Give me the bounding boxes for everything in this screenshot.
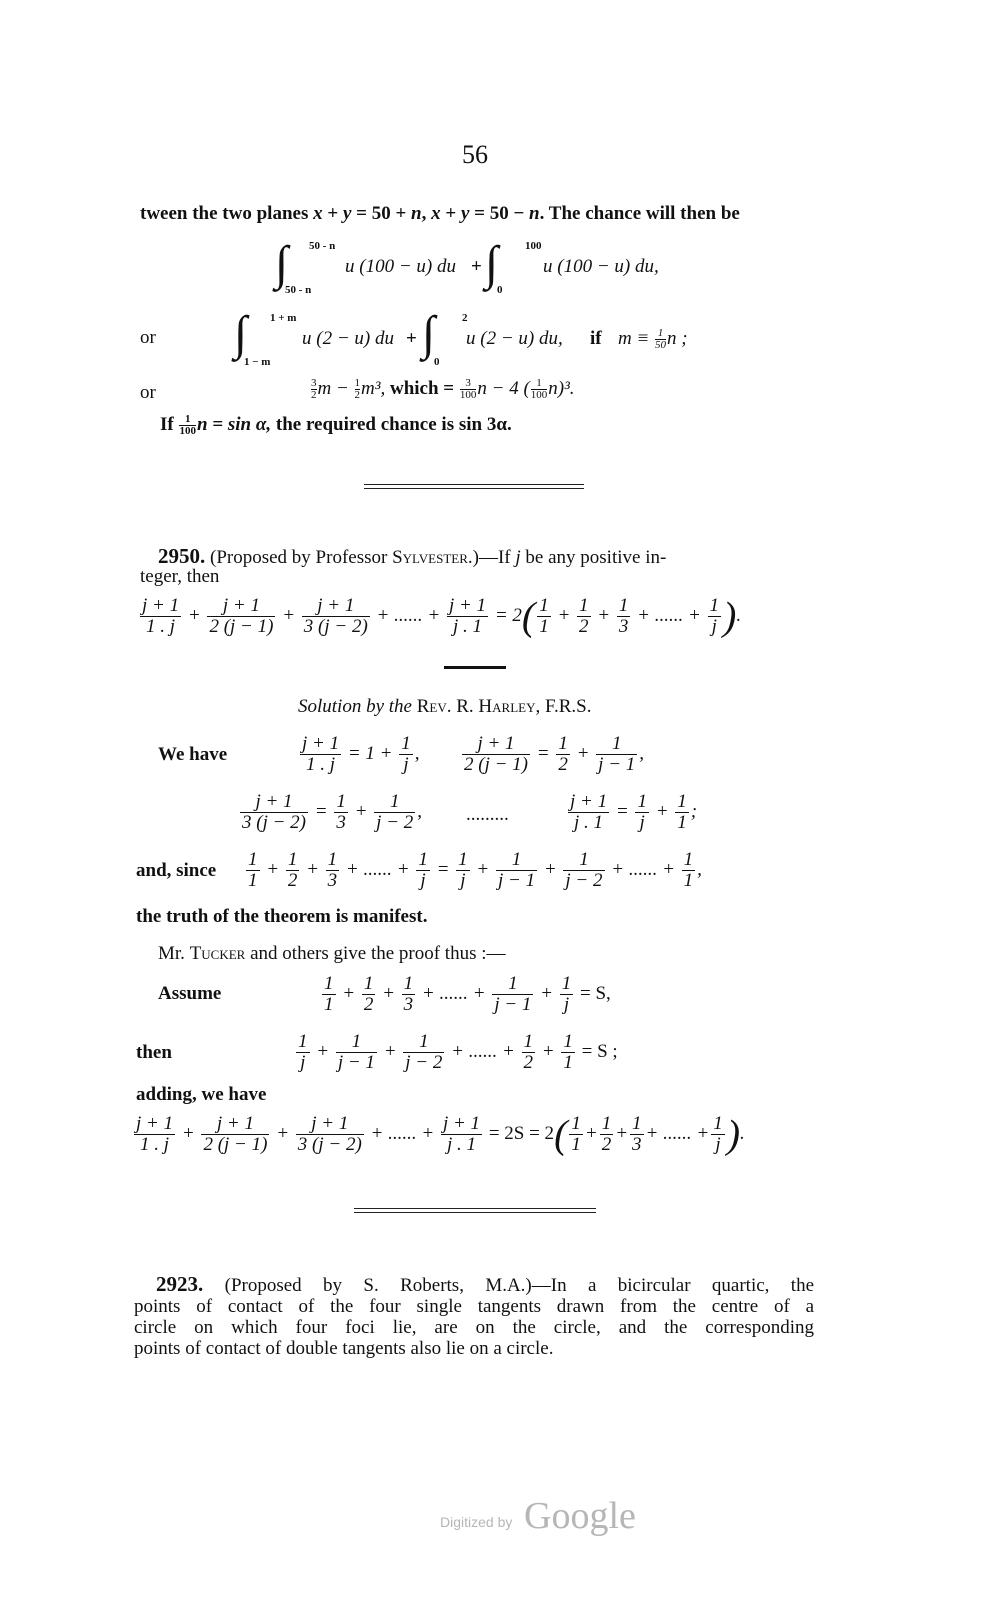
numerator: 1 (601, 1113, 612, 1134)
then-label: then (136, 1042, 172, 1063)
or-label: or (140, 327, 156, 348)
numerator: 1 (363, 973, 374, 994)
since-equation (244, 850, 702, 891)
fraction-term (447, 596, 488, 637)
assume-equation (320, 974, 611, 1015)
denominator: j (563, 993, 570, 1015)
denominator: j − 1 (598, 753, 636, 775)
fraction-term (302, 596, 370, 637)
text-fragment: , (421, 203, 432, 224)
plus-sign: + (541, 1040, 555, 1062)
expr-end: n)³. (548, 378, 575, 399)
tucker-name: Tucker (189, 943, 246, 964)
tucker-rest: and others give the proof thus :— (250, 943, 506, 964)
plus-sign: + (181, 1122, 195, 1144)
mr-text: Mr. (158, 943, 185, 964)
integrand: u (2 − u) du, (466, 328, 563, 349)
denominator: 1 (563, 1051, 573, 1073)
denominator: j (711, 615, 717, 637)
fraction-term (556, 734, 570, 775)
ellipsis-plus: + ...... + (370, 1122, 435, 1144)
open-paren: ( (554, 1111, 568, 1157)
expr-m3: m³, (361, 378, 386, 399)
denominator: j (639, 811, 645, 833)
numerator: 1 (403, 1032, 444, 1053)
plus-sign: + (655, 800, 669, 822)
denominator: 2 (j − 1) (203, 1133, 268, 1155)
fraction-term (300, 734, 341, 775)
page-number: 56 (462, 140, 488, 169)
numerator: 1 (579, 595, 589, 616)
numerator: 1 (531, 378, 548, 390)
if-condition: n = sin α, (196, 414, 272, 435)
numerator: j + 1 (570, 791, 608, 812)
fraction-term (402, 974, 416, 1015)
denominator: j − 1 (497, 869, 536, 891)
question-2923-line: points of contact of the four single tangents drawn from the centre of a (134, 1296, 814, 1317)
integral-line-1 (275, 237, 695, 298)
numerator: j + 1 (302, 733, 340, 754)
if-word: If (160, 414, 174, 435)
numerator: j + 1 (201, 1114, 269, 1135)
upper-limit: 100 (525, 240, 542, 252)
denominator: 3 (403, 993, 414, 1015)
plus-sign: + (476, 858, 490, 880)
text-fragment: = 50 − (469, 203, 530, 224)
var-j: j (515, 547, 521, 568)
plus-sign: + (540, 982, 553, 1004)
short-divider (444, 666, 506, 669)
or-label: or (140, 382, 156, 403)
text-line-tween (140, 203, 740, 225)
lower-limit: 1 − m (244, 356, 271, 368)
fraction-term (362, 974, 376, 1015)
numerator: 1 (596, 734, 637, 755)
plus-sign: + (557, 604, 571, 626)
fraction-term (635, 792, 649, 833)
google-logo: Google (524, 1495, 636, 1537)
fraction-term (134, 1114, 175, 1155)
denominator: j (403, 753, 409, 775)
denominator: j . 1 (452, 615, 483, 637)
condition-post: n ; (667, 328, 688, 349)
numerator: 1 (458, 849, 468, 870)
denominator: 1 . j (146, 615, 176, 637)
plus-sign: + (383, 1040, 397, 1062)
denominator: 3 (336, 811, 346, 833)
comma: , (697, 858, 702, 880)
text-fragment: tween the two planes (140, 203, 314, 224)
numerator: 1 (403, 973, 414, 994)
denominator: 2 (j − 1) (209, 615, 274, 637)
plus-sign: + (543, 858, 557, 880)
denominator: 100 (530, 389, 548, 402)
denominator: 3 (327, 869, 338, 891)
ellipsis: ......... (466, 804, 509, 825)
fraction-3-2 (311, 378, 317, 401)
numerator: 1 (637, 791, 647, 812)
numerator: j + 1 (442, 1113, 481, 1134)
denominator: 2 (311, 389, 317, 402)
fraction-term (374, 792, 415, 833)
var-x: x (431, 203, 441, 224)
denominator: 3 (j − 2) (303, 615, 368, 637)
eq-c (238, 792, 422, 833)
numerator: 3 (460, 378, 477, 390)
plus-sign: + (471, 256, 482, 277)
numerator: j + 1 (240, 792, 308, 813)
fraction-term (240, 792, 308, 833)
numerator: j + 1 (448, 595, 487, 616)
equals-one-plus: = 1 + (347, 742, 393, 764)
numerator: 1 (713, 1113, 723, 1134)
equals-sign: = (615, 800, 629, 822)
and-since-label: and, since (136, 860, 217, 881)
numerator: 3 (311, 377, 317, 390)
expression-line (310, 378, 575, 401)
ellipsis-plus: + ...... + (611, 858, 675, 880)
denominator: j (715, 1133, 721, 1155)
fraction-term (596, 734, 637, 775)
fraction-term (563, 850, 604, 891)
question-2923-line (134, 1274, 814, 1296)
fraction-term (456, 850, 470, 891)
comma: , (639, 742, 645, 764)
numerator: 1 (324, 973, 334, 994)
fraction-1-2 (355, 378, 361, 401)
eq-a (298, 734, 420, 775)
fraction-term (207, 596, 275, 637)
close-paren: ) (726, 1111, 741, 1157)
fraction-term (711, 1114, 725, 1155)
numerator: 1 (327, 849, 338, 870)
fraction-term (286, 850, 300, 891)
fraction-term (140, 596, 181, 637)
numerator: 1 (354, 377, 361, 390)
fraction-term (577, 596, 591, 637)
intro-end: be any positive in- (525, 547, 667, 568)
eq-d (566, 792, 697, 833)
fraction-term (336, 1032, 377, 1073)
text-fragment: . The chance will then be (539, 203, 740, 224)
integrand: u (100 − u) du, (543, 256, 659, 277)
ellipsis-plus: + ...... + (637, 604, 701, 626)
plus-sign: + (584, 1122, 598, 1144)
ellipsis-plus: + ...... + (421, 982, 486, 1004)
numerator: 1 (418, 849, 428, 870)
denominator: j (420, 869, 426, 891)
var-y: y (460, 203, 470, 224)
plus-sign: + (306, 858, 319, 880)
equals-s: = S ; (581, 1040, 618, 1062)
upper-limit: 2 (462, 312, 468, 324)
close-paren: ) (723, 593, 737, 639)
fraction-term (568, 792, 609, 833)
fraction-term (708, 596, 722, 637)
fraction-3-100 (460, 378, 477, 401)
text-fragment: = 50 + (351, 203, 412, 224)
var-n: n (411, 203, 422, 224)
numerator: 1 (683, 849, 694, 870)
denominator: 100 (179, 425, 196, 438)
upper-limit: 50 - n (309, 240, 336, 252)
assume-label: Assume (158, 983, 222, 1004)
fraction-term (600, 1114, 614, 1155)
var-x: x (313, 203, 323, 224)
fraction-term (399, 734, 413, 775)
fraction-term (630, 1114, 644, 1155)
plus-sign: + (382, 982, 395, 1004)
lower-limit: 50 - n (285, 284, 312, 296)
adding-label: adding, we have (136, 1084, 267, 1105)
fraction-term (537, 596, 551, 637)
numerator: 1 (677, 791, 687, 812)
numerator: 1 (563, 850, 604, 871)
ellipsis-plus: + ...... + (376, 604, 441, 626)
fraction-1-100 (531, 378, 548, 401)
plus-sign: + (187, 604, 201, 626)
denominator: j − 2 (376, 811, 414, 833)
equals-sign: = (536, 742, 550, 764)
solution-by-text: Solution by the (298, 696, 412, 717)
semicolon: ; (690, 800, 698, 822)
denominator: 3 (j − 2) (242, 811, 307, 833)
numerator: 1 (618, 595, 629, 616)
denominator: 3 (632, 1133, 642, 1155)
fraction-term (326, 850, 340, 891)
denominator: 1 (539, 615, 549, 637)
numerator: j + 1 (207, 596, 275, 617)
which-text: which = (389, 378, 455, 399)
expr-m: m − (317, 378, 349, 399)
expr-n: n − 4 ( (477, 378, 530, 399)
fraction-term (522, 1032, 536, 1073)
denominator: 1 (677, 811, 687, 833)
denominator: 1 (248, 869, 258, 891)
comma: , (417, 800, 423, 822)
numerator: 1 (336, 1032, 377, 1053)
var-y: y (342, 203, 352, 224)
question-2950-line2: teger, then (140, 566, 220, 587)
eq-b (460, 734, 644, 775)
numerator: 1 (539, 595, 549, 616)
plus-sign: + (615, 1122, 629, 1144)
required-chance-text: the required chance is sin 3α. (275, 414, 512, 435)
fraction-1-100 (179, 414, 196, 437)
ellipsis-plus: + ...... + (645, 1122, 710, 1144)
comma: , (414, 742, 420, 764)
fraction-1-50 (655, 328, 666, 351)
denominator: 2 (354, 389, 361, 402)
numerator: 1 (709, 595, 720, 616)
question-2923-line: points of contact of double tangents also lie on a circle. (134, 1338, 554, 1359)
fraction-term (617, 596, 631, 637)
question-2923-line: circle on which four foci lie, are on the circle, and the corresponding (134, 1317, 814, 1338)
numerator: 1 (287, 849, 298, 870)
numerator: 1 (655, 328, 666, 340)
plus-sign: + (282, 604, 296, 626)
denominator: 2 (363, 993, 374, 1015)
denominator: j (300, 1051, 306, 1073)
plus-sign: + (342, 982, 356, 1004)
equals-sign: = (314, 800, 328, 822)
period: . (740, 1122, 745, 1144)
lower-limit: 0 (497, 284, 503, 296)
plus-sign: + (316, 1040, 330, 1062)
integral-sign: ∫ (234, 307, 248, 360)
we-have-label: We have (158, 744, 228, 765)
then-equation (294, 1032, 618, 1073)
denominator: 1 (324, 993, 334, 1015)
question-number: 2923. (156, 1272, 204, 1296)
denominator: 2 (523, 1051, 534, 1073)
fraction-term (492, 974, 533, 1015)
numerator: j + 1 (142, 595, 180, 616)
proposed-by-text: (Proposed by Professor (210, 547, 388, 568)
numerator: 1 (632, 1113, 642, 1134)
author-name: Sylvester (392, 547, 468, 568)
denominator: 3 (j − 2) (297, 1133, 362, 1155)
fraction-term (403, 1032, 444, 1073)
integrand: u (2 − u) du (302, 328, 394, 349)
numerator: 1 (336, 791, 346, 812)
condition-pre: m ≡ (618, 328, 650, 349)
fraction-term (682, 850, 696, 891)
integrand: u (100 − u) du (345, 256, 456, 277)
equals-s: = S, (580, 982, 611, 1004)
intro-rest: .)—If (467, 547, 511, 568)
fraction-term (675, 792, 689, 833)
denominator: 1 . j (306, 753, 336, 775)
ellipsis-plus: + ...... + (451, 1040, 515, 1062)
section-divider (354, 1208, 596, 1213)
period: . (736, 604, 742, 626)
solution-author: Rev. R. Harley, F.R.S. (416, 696, 592, 717)
denominator: j . 1 (446, 1133, 477, 1155)
numerator: j + 1 (462, 734, 530, 755)
integral-sign: ∫ (422, 307, 436, 360)
numerator: 1 (523, 1031, 534, 1052)
upper-limit: 1 + m (270, 312, 297, 324)
numerator: j + 1 (296, 1114, 364, 1135)
if-word: if (590, 328, 602, 349)
denominator: 1 (683, 869, 694, 891)
plus-sign: + (576, 742, 590, 764)
denominator: 3 (618, 615, 629, 637)
numerator: 1 (492, 974, 533, 995)
fraction-term (334, 792, 348, 833)
denominator: 2 (287, 869, 298, 891)
denominator: 2 (579, 615, 589, 637)
numerator: 1 (248, 849, 258, 870)
fraction-term (296, 1114, 364, 1155)
question-2923 (134, 1274, 814, 1359)
lower-limit: 0 (434, 356, 440, 368)
equals-two: = 2 (494, 604, 522, 626)
numerator: j + 1 (302, 596, 370, 617)
denominator: 2 (j − 1) (464, 753, 529, 775)
digitized-by-text: Digitized by (440, 1514, 513, 1530)
plus-sign: + (354, 800, 368, 822)
denominator: 2 (601, 1133, 612, 1155)
theorem-equation (138, 593, 742, 639)
ellipsis-plus: + ...... + (345, 858, 410, 880)
denominator: 1 . j (140, 1133, 170, 1155)
denominator: j − 1 (337, 1051, 375, 1073)
denominator: j − 2 (565, 869, 603, 891)
fraction-term (246, 850, 260, 891)
fraction-term (569, 1114, 583, 1155)
fraction-term (416, 850, 430, 891)
integral-line-2 (234, 307, 734, 370)
numerator: 1 (558, 733, 568, 754)
fraction-term (496, 850, 537, 891)
section-divider (364, 484, 584, 489)
plus-sign: + (406, 328, 417, 349)
equals-2s: = 2S = 2 (488, 1122, 555, 1144)
denominator: 2 (558, 753, 568, 775)
integral-sign: ∫ (485, 237, 499, 290)
numerator: j + 1 (136, 1113, 174, 1134)
solution-heading (298, 696, 592, 718)
text-fragment: + (440, 203, 461, 224)
fraction-term (462, 734, 530, 775)
fraction-term (322, 974, 336, 1015)
denominator: j − 1 (494, 993, 532, 1015)
denominator: 100 (459, 389, 477, 402)
text-fragment: + (322, 203, 343, 224)
plus-sign: + (276, 1122, 290, 1144)
numerator: 1 (179, 414, 196, 426)
numerator: 1 (571, 1113, 581, 1134)
integral-sign: ∫ (275, 237, 289, 290)
condition (618, 328, 688, 351)
fraction-term (296, 1032, 310, 1073)
var-n: n (529, 203, 540, 224)
final-equation (132, 1111, 745, 1157)
plus-sign: + (266, 858, 280, 880)
equals-sign: = (436, 858, 450, 880)
denominator: j − 2 (405, 1051, 443, 1073)
fraction-term (561, 1032, 575, 1073)
fraction-term (441, 1114, 482, 1155)
if-line (160, 414, 512, 437)
numerator: 1 (298, 1031, 308, 1052)
denominator: j . 1 (574, 811, 604, 833)
fraction-term (201, 1114, 269, 1155)
numerator: 1 (374, 792, 415, 813)
denominator: 1 (571, 1133, 581, 1155)
numerator: 1 (561, 973, 572, 994)
truth-statement: the truth of the theorem is manifest. (136, 906, 428, 927)
fraction-term (560, 974, 574, 1015)
tucker-line (158, 943, 506, 965)
question-text: (Proposed by S. Roberts, M.A.)—In a bicircular quartic, the (224, 1275, 814, 1296)
question-number: 2950. (158, 544, 206, 568)
numerator: 1 (496, 850, 537, 871)
denominator: 50 (655, 339, 667, 352)
numerator: 1 (401, 733, 411, 754)
open-paren: ( (521, 593, 536, 639)
denominator: j (460, 869, 466, 891)
numerator: 1 (563, 1031, 573, 1052)
plus-sign: + (597, 604, 611, 626)
